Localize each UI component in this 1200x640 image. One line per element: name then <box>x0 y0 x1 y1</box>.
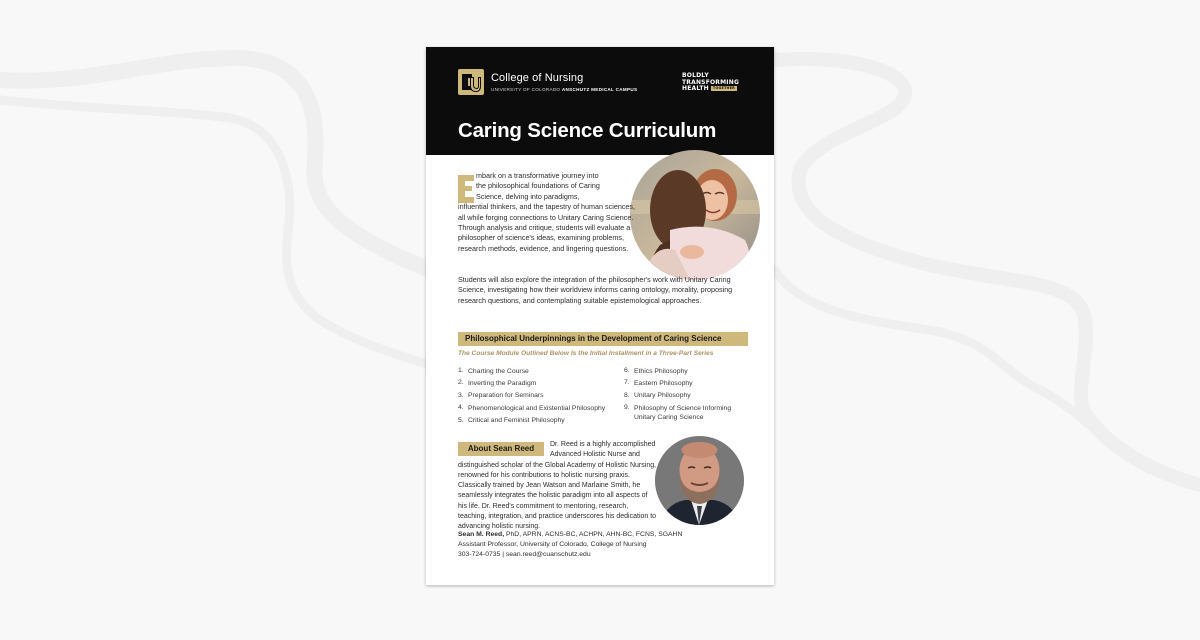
module-item <box>624 365 754 377</box>
contact-position: Assistant Professor, University of Colorado, College of Nursing <box>458 541 647 549</box>
tagline-line-2: TRANSFORMING <box>682 78 740 86</box>
tagline-line-3: HEALTH <box>682 85 709 93</box>
contact-info <box>458 530 758 561</box>
contact-name: Sean M. Reed, <box>458 531 505 538</box>
module-list-right <box>624 365 754 424</box>
intro-line-2: the philosophical foundations of Caring <box>476 181 600 191</box>
module-item <box>458 365 624 377</box>
module-number: 2. <box>458 379 464 387</box>
bio-line-2: Advanced Holistic Nurse and <box>550 451 640 459</box>
modules-subheading: The Course Module Outlined Below Is the Initial Installment in a Three-Part Series <box>458 350 714 357</box>
module-label: Charting the Course <box>468 367 529 375</box>
tagline-logo <box>682 73 739 93</box>
module-number: 1. <box>458 367 464 374</box>
bio-line-1: Dr. Reed is a highly accomplished <box>550 441 656 448</box>
document-title: Caring Science Curriculum <box>458 119 717 142</box>
flyer-header <box>426 47 774 155</box>
bio-rest: distinguished scholar of the Global Academy of Holistic Nursing, renowned for his contributions to holistic nursing praxis. Classically trained by Jean Watson and Marlaine Smith, he seamlessly integrates the holistic paradigm into all aspects of his life. Dr. Reed's commitment to mentoring, research, teaching, integration, and practice underscores his dedication to advancing holistic nursing. <box>458 461 657 531</box>
module-item <box>624 377 754 389</box>
tagline-line-1: BOLDLY <box>682 72 709 79</box>
module-number: 5. <box>458 416 464 424</box>
module-number: 4. <box>458 404 464 412</box>
module-label: Preparation for Seminars <box>468 392 544 400</box>
module-number: 7. <box>624 379 630 387</box>
contact-phone[interactable]: 303-724-0735 <box>458 551 501 559</box>
module-number: 8. <box>624 391 630 399</box>
campus-name: ANSCHUTZ MEDICAL CAMPUS <box>561 87 638 92</box>
module-label: Philosophy of Science Informing Unitary Caring Science <box>634 404 732 422</box>
module-label: Unitary Philosophy <box>634 392 691 400</box>
module-label: Ethics Philosophy <box>634 367 688 375</box>
university-prefix: UNIVERSITY OF COLORADO <box>491 87 562 92</box>
module-number: 3. <box>458 391 464 399</box>
intro-line-1: mbark on a transformative journey into <box>476 171 599 180</box>
module-item <box>458 390 624 402</box>
module-label: Phenomenological and Existential Philosophy <box>468 404 606 412</box>
module-item <box>624 390 754 402</box>
module-label: Eastern Philosophy <box>634 379 693 387</box>
module-number: 6. <box>624 367 630 374</box>
intro-line-3: Science, delving into paradigms, <box>476 191 580 201</box>
flyer-page <box>426 47 774 585</box>
second-paragraph: Students will also explore the integration of the philosopher's work with Unitary Caring Science, investigating how their worldview informs caring ontology, morality, proposing research questions, and contemplating suitable epistemological approaches. <box>458 275 733 305</box>
tagline-badge: TOGETHER <box>712 86 735 91</box>
module-item <box>458 402 624 414</box>
contact-email-link[interactable]: sean.reed@cuanschutz.edu <box>505 551 591 559</box>
college-name: College of Nursing <box>491 72 584 84</box>
module-item <box>458 377 624 389</box>
module-number: 9. <box>624 404 630 412</box>
cu-logo-icon <box>458 69 484 95</box>
module-list-left <box>458 365 624 427</box>
module-item <box>624 402 754 424</box>
bio-paragraph <box>458 440 658 533</box>
contact-credentials: PhD, APRN, ACNS-BC, ACHPN, AHN-BC, FCNS, SGAHN <box>504 531 683 538</box>
university-name <box>491 87 637 92</box>
contact-name-line <box>458 530 758 540</box>
module-item <box>458 415 624 427</box>
contact-separator: | <box>500 551 506 559</box>
intro-rest: influential thinkers, and the tapestry of human sciences, all while forging connections to Unitary Caring Science. Through analysis and critique, students will evaluate a philosopher of science's ideas, examining problems, research methods, evidence, and lingering questions. <box>458 202 635 253</box>
about-heading: About Sean Reed <box>458 442 544 456</box>
modules-heading: Philosophical Underpinnings in the Development of Caring Science <box>458 332 748 346</box>
intro-paragraph <box>458 171 638 254</box>
portrait-photo-sean-reed <box>655 436 744 525</box>
contact-line <box>458 550 758 560</box>
hero-photo-hug <box>630 150 760 280</box>
module-label: Inverting the Paradigm <box>468 379 537 387</box>
module-label: Critical and Feminist Philosophy <box>468 417 565 425</box>
